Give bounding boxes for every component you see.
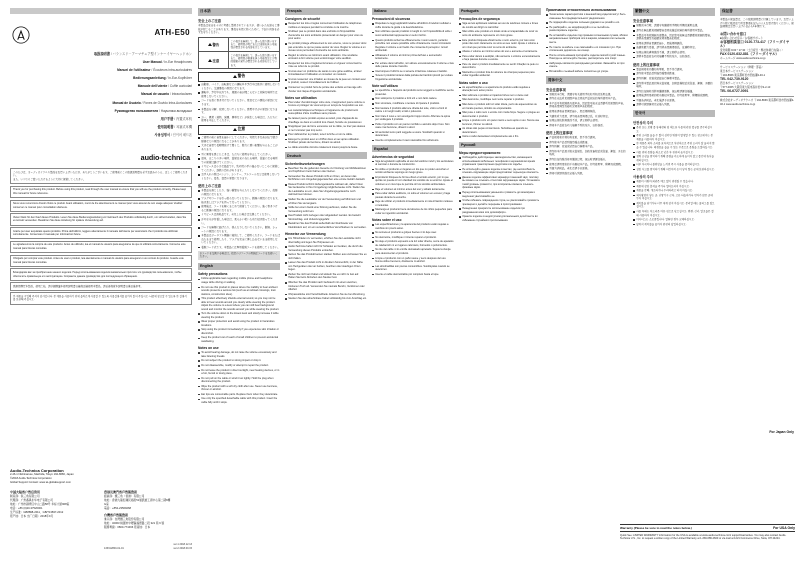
contact-line: サービスステーション（修理・部品） xyxy=(720,66,764,70)
list-item: No utilice el producto en lugares en los que no poder escuchar el sonido ambiente suponga un riesgo grave. xyxy=(372,168,454,175)
list-item: Réglez le volume au minimum avant utilisation. Une soudaine émission à fort volume peut endommager votre audition. xyxy=(285,54,367,61)
list-item: Pulire il prodotto con un panno morbido e asciutto dopo l'uso. Non usare mai benzene, diluenti o alcol. xyxy=(372,123,454,130)
contact-line: TEL 042-739-9120 xyxy=(720,76,749,81)
contact-line: 受付時間 9:00～17:30（土日祝日・弊社休業日を除く） xyxy=(720,49,785,53)
intro-notices xyxy=(10,168,192,306)
safety-items-fr xyxy=(285,22,367,93)
list-item: Non lasciare il prodotto alla luce diretta del sole, vicino a fonti di calore o in luoghi caldi, umidi o polverosi. xyxy=(372,107,454,114)
list-item: 請勿將本製品置於陽光直射處、加熱設備附近或高溫、潮濕、多塵的場所。 xyxy=(633,82,715,89)
heading-safety-es: Advertencias de seguridad xyxy=(372,154,415,159)
section-label-italian: Italiano xyxy=(372,8,454,15)
contact-line: ■お問い合わせ窓口／お客様サポート xyxy=(720,37,764,41)
list-item: Si vous ressentez une irritation au niveau de la peau en contact avec le produit, cessez immédiatement de l'utiliser. xyxy=(285,78,367,85)
safety-items-ko xyxy=(633,126,715,171)
list-item: 本製品可有效隔絕外部聲音，因此您可能無法清楚聽見周圍的聲音。請將音量調至仍能聽見背景聲音的程度。 xyxy=(633,34,715,41)
list-item: Pour éviter d'endommager votre ouïe, n'augmentez pas le volume à l'excès et protégez de vous temps en temps de l'exposition au son. xyxy=(285,101,367,108)
list-item: Respectez les lois et règles concernant l'utilisation de téléphones mobiles et casques pendant la conduite ou la marche. xyxy=(285,22,367,29)
list-item: 駕駛或步行時，請遵守有關使用手機和耳機的適用法律。 xyxy=(633,24,715,28)
contact-line: お客様相談窓口 0120-773-417（フリーダイヤル） xyxy=(720,40,790,49)
list-item: 為避免聽力受損，請勿將音量調得過高，並適時休息。 xyxy=(633,46,715,50)
list-item: Перед использованием уменьшите громкость до минимума и медленно увеличивайте ее. xyxy=(459,191,541,198)
column-traditional-korean xyxy=(633,8,715,227)
corp-block-china: 中国大陆客户售后资讯 制造商：铁三角有限公司 代理商：广州番禺乐华电子有限公司 地址：广州市越秀区中山二路58号 华标大厦908室 电话：+86 (0)20-37520001 生产标准：GB8898-2011、GB/T13837-2012 原产地：日本 出厂日期：2018年9月 xyxy=(10,490,70,518)
list-item: Limpe o produto com um pano macio e seco após o uso. Nunca use benzeno, thinner ou álcool. xyxy=(459,119,541,126)
list-item: Амбушюры являются расходными деталями. Заменяйте их при износе. xyxy=(546,62,628,69)
list-item: Las especificaciones y la apariencia del producto están sujetas a cambios sin previo aviso. xyxy=(372,223,454,230)
list-item: Non utilizzare questo prodotto in luoghi in cui l'impossibilità di udire i suoni ambientali rappresenta un serio rischio. xyxy=(372,30,454,37)
list-item: コードを首に巻き付けないでください。窒息などの事故の原因になります。 xyxy=(198,99,280,106)
list-item: To avoid hearing damage, do not raise the volume excessively and take listening breaks. xyxy=(198,351,280,358)
intro-notice-pt: Obrigado por comprar este produto. Antes de usar o produto, leia atentamente o manual do usuário para assegurar o uso correto do produto. Guarde este manual para futuras consultas. xyxy=(10,255,192,267)
safety-items-de xyxy=(285,167,367,230)
list-item: Insira o cabo destacável completamente até o fim. xyxy=(459,135,541,139)
list-item: 使用後請用柔軟的乾布擦拭本製品。切勿使用苯、稀釋劑或酒精。 xyxy=(633,94,715,98)
list-item: 汗や水分が付着した場合は、柔らかい乾いた布で拭き取ってください。 xyxy=(198,218,280,225)
list-item: 請勿在無法聽見周圍聲音會造成嚴重危險的場所使用本製品。 xyxy=(633,29,715,33)
intro-notice-ja: このたびは、オーディオテクニカ製品をお買い上げいただき、ありがとうございます。ご使用前にこの取扱説明書を必ずお読みのうえ、正しくご使用ください。 また、いつでもご覧いただけるように大切に保管してください。 xyxy=(10,168,192,184)
list-item: Manual de Usuário / Fones de Ouvido Intra-Auriculares xyxy=(112,100,192,105)
usage-items-fr xyxy=(285,101,367,150)
safety-items-it xyxy=(372,22,454,81)
list-item: 使用后请用柔软的干布擦拭本产品。切勿使用苯、稀释剂或酒精。 xyxy=(546,163,628,167)
list-item: 請勿拉扯線材或將其纏繞過緊。拔出時請握住插頭。 xyxy=(633,90,715,94)
heading-safety-zh-cn: 安全注意事项 xyxy=(546,87,566,92)
list-item: 请勿使本产品受到强烈撞击或跌落。 xyxy=(546,141,628,145)
list-item: Siga as leis aplicáveis relativas ao uso de telefones móveis e fones de ouvido ao dirigir ou caminhar. xyxy=(459,22,541,29)
list-item: Bewahren Sie das Produkt außerhalb der Reichweite von Kleinkindern auf, um ein versehentliches Verschlucken zu vermeiden. xyxy=(285,222,367,229)
list-item: 取扱説明書 / バランスド－アーマチュア型インナーイヤーヘッドホン xyxy=(93,52,192,56)
list-item: Ziehen Sie nicht am Kabel und wickeln Sie es nicht zu fest auf. Halten Sie beim Abziehen den Stecker fest. xyxy=(285,273,367,280)
caution-items-ja xyxy=(198,136,280,180)
list-item: Abbassare il volume al minimo prima dell'uso e aumentarlo lentamente. xyxy=(372,54,454,61)
list-item: Audio-Technica haftet nicht für Schäden an Geräten, die durch die Verwendung dieses Produkts entstehen. xyxy=(285,245,367,252)
list-item: Não submeta o produto a impactos fortes nem o deixe cair. xyxy=(459,94,541,98)
list-item: Setzen Sie das Produkt keinen starken Stößen aus und lassen Sie es nicht fallen. xyxy=(285,253,367,260)
section-label-english: English xyxy=(198,263,280,270)
list-item: Interrompere l'utilizzo se si avverte irritazione cutanea o fastidio. xyxy=(372,70,454,74)
list-item: No tire del cable ni lo enrolle demasiado apretado. Sujete la clavija para desconectar el producto. xyxy=(372,248,454,255)
section-label-french: Français xyxy=(285,8,367,15)
table-row: 注意 この表示を無視して、誤った取り扱いをすると、使用者が傷害を負う可能性および物的損害の発生が想定される内容を示しています。 xyxy=(199,52,279,68)
intro-notice-it: Grazie per aver acquistato questo prodotto. Prima dell'utilizzo, leggere attentamente il manuale dell'utente per assicurarsi che il prodotto sia utilizzato correttamente. Conservare il manuale per informazioni future. xyxy=(10,227,192,239)
heading-safety-de: Sicherheitsvorkehrungen xyxy=(285,161,325,166)
list-item: User Manual / In-Ear Headphones xyxy=(142,60,192,65)
document-code: 133312800-01-01 xyxy=(104,547,124,550)
table-row: 警告 この表示を無視して、誤った取り扱いをすると、使用者が死亡または重傷を負う可能性が想定される内容を示しています。 xyxy=(199,38,279,52)
corporate-footer xyxy=(10,468,192,530)
list-item: Stellen Sie die Lautstärke vor der Verwendung auf Minimum und erhöhen Sie sie langsam. xyxy=(285,198,367,205)
list-item: 사용 전에 음량을 최소로 낮춘 후 천천히 높이십시오. xyxy=(633,151,715,155)
list-item: 직사광선이 닿는 곳, 난방기구 근처, 고온 다습하거나 먼지가 많은 곳에 두지 마십시오. xyxy=(633,194,715,201)
list-item: Руководство пользователя / Наушники-вкладыши xyxy=(114,108,192,113)
column-japanese xyxy=(198,8,280,406)
list-item: 请勿在无法听见周围声音会造成严重危险的场所使用本产品。 xyxy=(546,97,628,101)
contact-line: TEL 06-6727-0091 xyxy=(720,88,749,93)
list-item: Немедленно прекратите использование изделия при раздражении кожи или дискомфорте. xyxy=(459,207,541,214)
usage-items-zh-tw xyxy=(633,68,715,107)
usage-items-de xyxy=(285,237,367,301)
list-item: Essuyez le produit avec un chiffon doux et sec après utilisation. N'utilisez jamais de benzène, diluant ou alcool. xyxy=(285,138,367,145)
list-item: Não desmonte, modifique nem tente reparar o produto. xyxy=(459,98,541,102)
usage-items-ko xyxy=(633,180,715,226)
list-item: As especificações e a aparência do produto estão sujeitas a alteração sem aviso prévio. xyxy=(459,86,541,93)
column-warranty xyxy=(720,8,794,107)
list-item: Turn the volume down to the lowest level and slowly increase it while wearing the product. xyxy=(198,312,280,319)
list-item: Para evitar daños auditivos, no suba el volumen en exceso y haga pausas durante la escucha. xyxy=(372,192,454,199)
list-item: Manuel de l'utilisateur / Écouteurs intra-auriculaires xyxy=(117,68,192,73)
list-item: Не подвергайте изделие сильным ударам и не роняйте его. xyxy=(546,21,628,25)
global-support-line: Global Support Contact: www.at-globalsupport.com xyxy=(10,481,71,484)
safety-items-es xyxy=(372,160,454,216)
banner-caution-ja: 注意 xyxy=(198,125,280,135)
list-item: Do not leave the product in direct sunlight, near heating devices, or in a hot, humid or dusty place. xyxy=(198,369,280,376)
list-item: N'utilisez pas ce produit dans des endroits où l'impossibilité d'entendre les sons ambiants présenterait un danger pour vous ou pour autrui. xyxy=(285,30,367,41)
list-item: Lassen Sie das Produkt nicht in direktem Sonnenlicht, in der Nähe von Heizgeräten oder an heißen, feuchten oder staubigen Orten liegen. xyxy=(285,261,367,272)
contact-line: 〒577-0065 大阪府東大阪市高井田中2-2-13 xyxy=(720,85,771,89)
list-item: Inserire completamente il cavo staccabile fino all'arresto. xyxy=(372,139,454,143)
list-item: Las almohadillas son piezas consumibles. Sustitúyalas cuando se deterioren. xyxy=(372,265,454,272)
column-russian-chinese xyxy=(546,8,628,176)
list-item: Non tirare il cavo e non avvolgerlo troppo stretto. Afferrare la spina per scollegare il prodotto. xyxy=(372,115,454,122)
list-item: 케이블을 당기거나 너무 세게 감지 마십시오. 분리할 때는 플러그를 잡으십시오. xyxy=(633,202,715,209)
list-item: Sollte bei einem Gerät eine Störung auftreten, stellen Sie die Verwendung sofort ein. xyxy=(285,206,367,213)
list-item: Não puxe o cabo nem o enrole com muita força. Segure o plugue ao desconectar o produto. xyxy=(459,111,541,118)
list-item: 本製品を落としたり、強い衝撃を与えたりしないでください。故障の原因になります。 xyxy=(198,189,280,196)
list-item: No desmonte, modifique ni intente reparar el producto. xyxy=(372,236,454,240)
list-item: Keep the product out of reach of small children to prevent accidental swallowing. xyxy=(198,336,280,343)
language-title-list xyxy=(6,50,192,139)
warranty-jp-heading: 保証書 xyxy=(720,8,794,16)
list-item: Inserte el cable desmontable por completo hasta el tope. xyxy=(372,273,454,277)
heading-usage-pt: Notas sobre o uso xyxy=(459,80,488,85)
list-item: 사용 후에는 부드러운 마른 천으로 닦으십시오. 벤젠, 신너, 알코올은 절대 사용하지 마십시오. xyxy=(633,210,715,217)
list-item: Para evitar danos à audição, não aumente o volume excessivamente e faça pausas durante a escuta. xyxy=(459,55,541,62)
list-item: Pare de usar o produto imediatamente se sentir irritação na pele ou desconforto. xyxy=(459,63,541,70)
heading-usage-fr: Notes sur utilisation xyxy=(285,95,317,100)
list-item: Wischen Sie das Produkt nach Gebrauch mit einem weichen, trockenen Tuch ab. Verwenden Sie niemals Benzin, Verdünner oder Alkohol. xyxy=(285,281,367,292)
heading-safety-fr: Consignes de sécurité xyxy=(285,17,321,22)
contact-line: ホームページ www.audio-technica.co.jp xyxy=(720,56,766,60)
list-item: Ne laissez pas le produit exposé au soleil, près d'appareils de chauffage ou dans un endroit très chaud, humide ou poussiéreux. xyxy=(285,117,367,124)
section-label-japanese: 日本語 xyxy=(198,8,280,16)
list-item: 請勿使本製品受到強烈撞擊或跌落。 xyxy=(633,72,715,76)
list-item: Do not use this product in places where the inability to hear ambient sounds presents a serious risk (such as at railroad crossings, train stations, construction sites). xyxy=(198,286,280,297)
list-item: El producto bloquea de forma eficaz el sonido exterior, por lo que quizás no pueda oír con claridad los sonidos de su entorno. Ajuste el volumen a un nivel que le permita oír los sonidos ambientales. xyxy=(372,176,454,187)
note-cable-ja: ※コードを交換する場合は、指定のリケーブル用純正コードをお使いください。 xyxy=(198,251,280,260)
intro-notice-zh: 感謝您購買本製品。使用之前，請仔細閱讀本使用說明書以確保正確使用本製品。請妥善保管本說明書以備日後參考。 xyxy=(10,282,192,291)
list-item: Do not disassemble, modify or attempt to repair the product. xyxy=(198,364,280,368)
list-item: This product effectively shields external sound, so you may not be able to hear sounds around you clearly while wearing the product. Adjust the volume to a level where you can still hear background sound and monitor the sounds around you while wearing the product. xyxy=(198,297,280,311)
intro-notice-en: Thank you for purchasing this product. Before using this product, read through the user manual to ensure that you will use the product correctly. Please keep this manual for future reference. xyxy=(10,186,192,198)
list-item: Rispettare le leggi applicabili relative all'utilizzo di telefoni cellulari e cuffie durante la guida o la deambulazione. xyxy=(372,22,454,29)
list-item: 請勿拆解、改裝或試圖自行修理本製品。 xyxy=(633,77,715,81)
list-item: Non smontare, modificare o tentare di riparare il prodotto. xyxy=(372,102,454,106)
list-item: Um Hörschäden zu vermeiden, erhöhen Sie die Lautstärke nicht übermäßig und legen Sie Hörpausen ein. xyxy=(285,237,367,244)
safety-intro-ja: 本製品は安全を十分に考慮し製造されていますが、使いかたを誤ると事故が起こることがあります。事故を未然に防ぐために、下記の内容を必ずお守りください。 xyxy=(198,24,280,35)
contact-line: 東日本サービスステーション xyxy=(720,70,754,74)
list-item: 請將可拆卸線材完全插入到底。 xyxy=(633,103,715,107)
list-item: Respectez les lois et règlements locaux en vigueur concernant la mise au rebut de ce produit. xyxy=(285,62,367,69)
list-item: Le specifiche e l'aspetto del prodotto sono soggetti a modifiche senza preavviso. xyxy=(372,89,454,96)
section-label-spanish: Español xyxy=(372,145,454,152)
section-label-chinese-simplified: 简体中文 xyxy=(546,76,628,84)
for-japan-only-label: For Japan Only xyxy=(769,430,794,434)
list-item: 产品规格和外观如有变更，恕不另行通知。 xyxy=(546,136,628,140)
list-item: Manual de usuario / Intrauriculares xyxy=(141,92,192,97)
list-item: 탈착식 케이블을 끝까지 완전히 삽입하십시오. xyxy=(633,223,715,227)
safety-items-pt xyxy=(459,22,541,78)
list-item: Limpie el producto con un paño suave y seco después del uso. Nunca utilice benceno, disolvente ni alcohol. xyxy=(372,257,454,264)
intro-notice-ru: Благодарим вас за приобретение нашего изделия. Перед использованием изделия внимательно прочтите это руководство пользователя, чтобы обеспечить правильную его эксплуатацию. Сохраните данное руководство для последующего обращения. xyxy=(10,268,192,280)
list-item: 삼킴 사고를 방지하기 위해 어린이의 손이 닿지 않는 곳에 보관하십시오. xyxy=(633,168,715,172)
list-item: Si vous avez un problème de santé ou une gêne auditive, arrêtez immédiatement l'utilisation et consultez un médecin. xyxy=(285,70,367,77)
usage-items-ru xyxy=(546,13,628,73)
list-item: Do not pull on the cable or wind it too tightly. Hold the plug when disconnecting the product. xyxy=(198,377,280,384)
list-item: Bedienungsanleitung / In-Ear-Kopfhörer xyxy=(133,76,192,81)
list-item: 운전 또는 보행 중 휴대전화 및 헤드폰 사용에 관한 법규를 준수하십시오. xyxy=(633,126,715,133)
usage-items-zh-cn xyxy=(546,136,628,175)
heading-safety-en: Safety precautions xyxy=(198,272,228,277)
intro-notice-de: Vielen Dank für den Kauf dieses Produkts. Lesen Sie diese Bedienungsanleitung vor Gebrauch des Produkts vollständig durch, um sicherzustellen, dass Sie es korrekt verwenden. Bewahren Sie diese Anleitung für spätere Verwendung auf. xyxy=(10,213,192,225)
list-item: Не разбирайте, не модифицируйте и не пытайтесь ремонтировать изделие. xyxy=(546,26,628,33)
list-item: 湿気、ほこりの多い場所、直射日光の当たる場所、高温になる場所での保管は避けてください。 xyxy=(198,157,280,164)
heading-usage-zh-cn: 使用上的注意事项 xyxy=(546,130,573,135)
heading-usage-ru: Примечания относительно использования xyxy=(546,8,617,12)
list-item: Wipe the product with a soft dry cloth after use. Never use benzene, thinner or alcohol. xyxy=(198,385,280,392)
column-italian-spanish xyxy=(372,8,454,277)
list-item: 如果出现皮肤刺激或不适，请立即停止使用。 xyxy=(546,119,628,123)
safety-items-en xyxy=(198,277,280,343)
warning-items-ja xyxy=(198,83,280,122)
usa-warranty-block xyxy=(620,522,795,542)
list-item: Pour débrancher le produit, tenez la fiche et non le câble. xyxy=(285,133,367,137)
list-item: プラグやコードを引っ張らないでください。断線の原因になります。抜き差しはプラグを持って行ってください。 xyxy=(198,197,280,204)
heading-usage-zh-tw: 使用上的注意事項 xyxy=(633,62,660,67)
usage-items-it xyxy=(372,89,454,142)
list-item: 用户手册 / 内置式耳机 xyxy=(160,116,192,121)
list-item: Соблюдайте действующее законодательство, касающееся использования мобильных телефонов и наушников во время управления транспортным средством или ходьбы. xyxy=(459,156,541,167)
list-item: Данное изделие эффективно экранирует внешний звук, поэтому вы можете не слышать отчетливо окружающие звуки. Установите такой уровень громкости, при котором вы сможете слышать фоновые звуки. xyxy=(459,176,541,190)
list-item: Non sottoporre il prodotto a forti urti e non farlo cadere. xyxy=(372,97,454,101)
heading-usage-it: Note sull'utilizzo xyxy=(372,84,398,89)
brand-wordmark: audio-technica xyxy=(140,153,190,162)
list-item: 自動車、バイク、自転車などの運転中や歩行中は絶対に使用しないでください。交通事故の原因になります。 xyxy=(198,83,280,90)
list-item: As olivas são peças consumíveis. Substitua-as quando se deteriorarem. xyxy=(459,127,541,134)
list-item: Le câble amovible doit être totalement inséré jusqu'à la butée. xyxy=(285,146,367,150)
list-item: Verwenden Sie dieses Produkt nicht an Orten, an denen das Nichthören von Umgebungsgeräuschen eine ernste Gefahr darstellt. xyxy=(285,175,367,182)
legend-label-caution: 注意 xyxy=(199,52,229,68)
heading-safety-ja: 安全上のご注意 xyxy=(198,19,222,24)
list-item: 万一、異常（発熱、発煙、異臭など）が発生した場合は、ただちに使用を中止してください。 xyxy=(198,116,280,123)
heading-safety-zh-tw: 安全注意事項 xyxy=(633,19,653,24)
column-portuguese-russian xyxy=(459,8,541,223)
list-item: Stop using the product immediately if you experience skin irritation or discomfort. xyxy=(198,328,280,335)
list-item: 제품을 분해, 개조하거나 수리하려고 하지 마십시오. xyxy=(633,189,715,193)
list-item: Das Produkt nicht zerlegen oder abgeändert werden. Es besteht Stromschlag- und Verletzungsgefahr. xyxy=(285,214,367,221)
heading-usage-de: Hinweise zur Verwendung xyxy=(285,231,326,236)
list-item: 本产品可有效隔绝外部声音，因此您可能无法清楚听见周围的声音。请将音量调至仍能听见背景声音的程度。 xyxy=(546,102,628,109)
usa-region-label: For USA Only xyxy=(773,526,795,531)
list-item: 驾驶或步行时，请遵守有关使用手机和耳机的适用法律。 xyxy=(546,93,628,97)
copyright-line: ©2018 Audio-Technica Corporation xyxy=(10,477,52,480)
section-label-german: Deutsch xyxy=(285,152,367,159)
list-item: 본 제품은 외부 소리를 효과적으로 차단하므로 주변 소리가 잘 들리지 않을 수 있습니다. 배경음을 들을 수 있는 수준으로 음량을 조절하십시오. xyxy=(633,142,715,149)
list-item: 피부 자극이나 불편함을 느끼면 즉시 사용을 중지하십시오. xyxy=(633,163,715,167)
list-item: Dieses Produkt schirmt Außengeräusche wirksam ab, daher hören Sie Geräusche in Ihrer Umgebung möglicherweise nicht. Stellen Sie die Lautstärke so ein, dass Sie Umgebungsgeräusche noch wahrnehmen können. xyxy=(285,183,367,197)
contact-line: 〒194-8666 東京都町田市西成瀬2-46-1 xyxy=(720,74,766,78)
list-item: 大きな音量で長時間続けて聞くと、聴力に悪い影響を与えることがあります。 xyxy=(198,144,280,151)
heading-safety-ru: Меры предосторожности xyxy=(459,151,501,156)
warranty-jp-text: 本製品の保証書は、この取扱説明書に付属しています。お買い上げの際に販売店で所定事項を記入のうえお受け取りください。保証期間はお買い上げの日から1年間です。 xyxy=(720,17,794,29)
list-item: Tenere il prodotto lontano dalla portata dei bambini piccoli per evitare l'ingestione accidentale. xyxy=(372,74,454,81)
warranty-jp-contact-heading: お問い合わせ窓口 xyxy=(720,32,747,37)
section-label-chinese-traditional: 繁體中文 xyxy=(633,8,715,16)
list-item: Deje de utilizar el producto inmediatamente si nota irritación cutánea o molestias. xyxy=(372,200,454,207)
list-item: 请勿拆解、改装或试图自行修理本产品。 xyxy=(546,145,628,149)
intro-notice-fr: Nous vous remercions d'avoir choisi ce produit. Avant utilisation, merci de lire attentivement ce manuel pour vous assurer de son usage adéquat. Veuillez conserver ce manuel pour consultation ultérieure. xyxy=(10,200,192,212)
list-item: 如果出現皮膚刺激或不適，請立即停止使用。 xyxy=(633,51,715,55)
list-item: Les caractéristiques techniques et l'apparence du produit sont susceptibles d'être modifiées sans préavis. xyxy=(285,109,367,116)
list-item: 请勿拉扯线缆或将其缠绕过紧。拔出时请握住插头。 xyxy=(546,158,628,162)
list-item: Per evitare danni all'udito, non alzare eccessivamente il volume e fare delle pause durante l'ascolto. xyxy=(372,62,454,69)
heading-safety-it: Precauzioni di sicurezza xyxy=(372,17,411,22)
list-item: 本製品を分解、改造しないでください。感電やけがの原因になります。 xyxy=(198,108,280,115)
header-band xyxy=(10,8,192,14)
audio-technica-circle-a-logo-icon xyxy=(12,26,30,44)
heading-usage-en: Notes on use xyxy=(198,346,219,351)
list-item: イヤピースは消耗品です。劣化した場合は交換してください。 xyxy=(198,213,280,217)
heading-usage-ko: 사용상의 주의 xyxy=(633,174,654,179)
list-item: 请将可拆卸线缆完全插入到底。 xyxy=(546,172,628,176)
list-item: Abaixe o volume ao mínimo antes do uso e aumente-o lentamente. xyxy=(459,50,541,54)
contact-line: 西日本サービスステーション xyxy=(720,81,754,85)
product-model-title: ATH-E50 xyxy=(154,28,190,37)
list-item: 使用後は、コードを軽くまとめて保管してください。強く巻きつけると断線の原因になります。 xyxy=(198,205,280,212)
safety-items-zh-tw xyxy=(633,24,715,59)
list-item: 製品規格和外觀如有變更，恕不另行通知。 xyxy=(633,68,715,72)
list-item: Este produto bloqueia eficazmente o som externo, por isso você pode não ouvir claramente os sons ao seu redor. Ajuste o volume a um nível que permita ouvir os sons do ambiente. xyxy=(459,39,541,50)
version-codes: ver.1 2018.12.13 ver.2 2018.00.15 xyxy=(173,543,192,550)
usage-items-pt xyxy=(459,86,541,139)
list-item: Gli auricolari sono parti soggette a usura. Sostituirli quando si deteriorano. xyxy=(372,131,454,138)
jp-contact-block xyxy=(720,37,794,106)
list-item: Ohrpassstücke sind Verschleißteile. Ersetzen Sie sie bei Abnutzung. xyxy=(285,293,367,297)
list-item: Follow applicable laws regarding mobile phone and headphone usage while driving or walking. xyxy=(198,277,280,284)
list-item: Não deixe o produto sob luz solar direta, perto de aquecedores ou em locais quentes, úmidos ou empoeirados. xyxy=(459,103,541,110)
safety-items-zh-cn xyxy=(546,93,628,128)
list-item: Conservez ce produit hors de portée des enfants en bas âge afin d'éviter tout risque d'ingestion accidentelle. xyxy=(285,86,367,93)
list-item: Siga la legislación aplicable al uso del teléfono móvil y los auriculares al caminar o durante la conducción. xyxy=(372,160,454,167)
list-item: 着脱コード式です。本製品には専用着脱コードを使用してください。 xyxy=(198,246,280,250)
legend-label-warning: 警告 xyxy=(199,38,229,51)
list-item: 使用前請將音量調至最小，然後慢慢調高。 xyxy=(633,42,715,46)
heading-usage-ja: 使用上のご注意 xyxy=(198,183,222,188)
list-item: 運転中、歩行中以外でも、周囲の音が聞こえないと危険な場所では使用しないでください。 xyxy=(198,91,280,98)
list-item: Wear proper protection and avoid using the product in hazardous locations. xyxy=(198,320,280,327)
list-item: Ear tips are consumable parts. Replace them when they deteriorate. xyxy=(198,393,280,397)
list-item: No deje el producto expuesto a la luz solar directa, cerca de aparatos de calefacción ni en lugares calurosos, húmedos o polvorientos. xyxy=(372,240,454,247)
contact-line: 株式会社オーディオテクニカ 〒194-8666 東京都町田市西成瀬2-46-1 www.audio-technica.co.jp xyxy=(720,98,795,106)
list-item: 使用前请将音量调至最小，然后慢慢调高。 xyxy=(546,110,628,114)
usage-items-ja xyxy=(198,189,280,249)
intro-notice-es: Le agradecemos la compra de este producto. Antes de utilizarlo, lea el manual de usuario para asegurarse de que lo utilizará correctamente. Conserve este manual para futuras consultas. xyxy=(10,241,192,253)
list-item: 耳塞為消耗品，老化後請予以更換。 xyxy=(633,99,715,103)
usage-items-es xyxy=(372,223,454,276)
list-item: Baje el volumen al mínimo antes del uso y súbalo lentamente. xyxy=(372,188,454,192)
list-item: Beachten Sie die geltenden Gesetze zur Nutzung von Mobiltelefonen und Kopfhörern beim Fahren oder Gehen. xyxy=(285,167,367,174)
list-item: 사용설명서 / 인이어 헤드폰 xyxy=(154,132,192,137)
list-item: 本製品はポータブル機器に接続して、ご使用ください。コードをたばねたままで使用したり、プラグを完全に挿し込まないまま使用しないでください。 xyxy=(198,234,280,245)
list-item: 使用説明書 / 耳塞式耳機 xyxy=(157,124,192,129)
list-item: 제품에 강한 충격을 주거나 떨어뜨리지 마십시오. xyxy=(633,185,715,189)
list-item: Não utilize este produto em locais onde a incapacidade de ouvir os sons do ambiente represente um risco grave. xyxy=(459,30,541,37)
section-label-russian: Русский xyxy=(459,142,541,149)
list-item: 이어피스는 소모품입니다. 열화된 경우 교체하십시오. xyxy=(633,218,715,222)
list-item: Не оставляйте изделие под прямыми солнечными лучами, вблизи нагревательных приборов или в жарком, влажном или пыльном месте. xyxy=(546,34,628,45)
list-item: Use only the specified detachable cable with this product. Insert the cable fully until it stops. xyxy=(198,397,280,404)
list-item: Технические характеристики и внешний вид изделия могут быть изменены без предварительного уведомления. xyxy=(546,13,628,20)
list-item: Не используйте данное изделие в местах, где неспособность слышать окружающие звуки представляет серьезную опасность. xyxy=(459,168,541,175)
contact-line: FAX 0120-632-881（フリーダイヤル） xyxy=(720,52,779,57)
list-item: Stecken Sie das abnehmbare Kabel vollständig bis zum Anschlag ein. xyxy=(285,297,367,301)
corp-block-hk-tw: 香港及澳門客戶售後資訊 經銷商：鐵三角（香港）有限公司 地址：香港九龍紅磡民裕街51號凱旋工商中心第二期8樓 G室 電話：+852-23569268 台灣客戶售後資訊 進口商：台灣鐵三角股份有限公司 地址：32063 桃園市中壢區福德路二段 321 巷 6 號 服務專線：0800-774466 原產地：日本 xyxy=(104,490,171,529)
list-item: コードを無理に曲げたり、挟んだりしないでください。断線、ショートの原因になります。 xyxy=(198,226,280,233)
list-item: Ce produit protège efficacement le son externe, vous ne pouvez donc pas entendre ce qui se passe autour de vous. Réglez le volume à un niveau vous permettant d'entendre les sons ambiants. xyxy=(285,42,367,53)
list-item: No someta el producto a golpes fuertes ni lo deje caer. xyxy=(372,231,454,235)
intro-notice-ko: 본 제품을 구입해 주셔서 감사합니다. 본 제품을 사용하기 전에 올바르게 사용할 수 있도록 사용설명서를 끝까지 읽어 주십시오. 나중에 참조할 수 있도록 본 설명서를 보관해 주십시오. xyxy=(10,292,192,304)
list-item: Manuale dell'utente / Cuffie auricolari xyxy=(137,84,192,89)
column-french-german xyxy=(285,8,367,302)
heading-safety-pt: Precauções de segurança xyxy=(459,17,500,22)
list-item: Вставляйте съемный кабель полностью до упора. xyxy=(546,70,628,74)
list-item: 请将本产品放在幼儿接触不到的地方，以防误吞。 xyxy=(546,124,628,128)
warning-legend-table xyxy=(198,37,280,69)
list-item: 请勿将本产品置于阳光直射处、加热设备附近或高温、潮湿、多尘的场所。 xyxy=(546,150,628,157)
list-item: 請將本製品放在幼兒接觸不到的地方，以防誤吞。 xyxy=(633,55,715,59)
list-item: お手入れの際はベンジン、シンナー、アルコールなどは使用しないでください。変色、変質の原因になります。 xyxy=(198,173,280,180)
list-item: 耳に異常を感じたときは、ただちに使用を中止してください。 xyxy=(198,153,280,157)
usage-items-en xyxy=(198,351,280,404)
list-item: После использования протирайте изделие мягкой сухой тканью. Никогда не используйте бензин, растворитель или спирт. xyxy=(546,54,628,61)
banner-warning-ja: 警告 xyxy=(198,72,280,82)
company-name: Audio-Technica Corporation xyxy=(10,468,64,473)
section-label-portuguese: Português xyxy=(459,8,541,15)
list-item: ご使用の前に音量を最小にしてください。突然大きな音が出て聴力障害などの原因になることがあります。 xyxy=(198,136,280,143)
list-item: Mantenha o produto fora do alcance de crianças pequenas para evitar ingestão acidental. xyxy=(459,71,541,78)
list-item: Не тяните за кабель и не сматывайте его слишком туго. При отключении держитесь за штекер. xyxy=(546,46,628,53)
heading-safety-ko: 안전상의 주의 xyxy=(633,121,654,126)
list-item: 주변 소리를 들을 수 없어 심각한 위험이 발생할 수 있는 장소에서는 본 제품을 사용하지 마십시오. xyxy=(633,134,715,141)
list-item: 청력 손상을 방지하기 위해 음량을 과도하게 높이지 말고 중간에 휴식을 취하십시오. xyxy=(633,155,715,162)
usa-warranty-title: Warranty (Please be sure to read the notes below.) xyxy=(620,526,692,531)
list-item: Чтобы избежать повреждения слуха, не увеличивайте громкость чрезмерно и делайте перерывы в прослушивании. xyxy=(459,199,541,206)
list-item: Mantenga el producto fuera del alcance de los niños pequeños para evitar su ingestión accidental. xyxy=(372,208,454,215)
list-item: 제품의 사양과 외관은 예고 없이 변경될 수 있습니다. xyxy=(633,180,715,184)
section-label-korean: 한국어 xyxy=(633,110,715,118)
heading-usage-es: Notas sobre el uso xyxy=(372,217,402,222)
company-address: 2-46-1 Nishinaruse, Machida, Tokyo 194-8666, Japan xyxy=(10,473,74,476)
list-item: 耳塞为消耗品，老化后请予以更换。 xyxy=(546,167,628,171)
list-item: N'appliquez pas de force excessive sur le câble, ne tirez pas dessus et ne l'enroulez pas trop serré. xyxy=(285,125,367,132)
usa-warranty-text: Quick See: LIMITED WARRANTY information for the USA is available at www.audio-technica.com/ support/warranties. You may also contact Audio-Technica U.S., Inc. to request a written copy of the Limited Warranty at 1-330-686-2600 or via mail at 1221 Commerce Drive, Stow, OH 44224. xyxy=(620,533,787,541)
list-item: イヤピースは小さな部品です。乳幼児の手の届かないところに保管してください。誤飲の恐れがあります。 xyxy=(198,165,280,172)
list-item: 为避免听力受损，请勿将音量调得过高，并适时休息。 xyxy=(546,115,628,119)
list-item: Храните изделие в недоступном для маленьких детей месте во избежание случайного проглатывания. xyxy=(459,215,541,222)
safety-items-ru xyxy=(459,156,541,222)
list-item: Questo prodotto scherma efficacemente i suoni esterni, pertanto potrebbe non essere possibile udire chiaramente i suoni circostanti. Regolare il volume a un livello che consenta di percepire i rumori ambientali. xyxy=(372,39,454,53)
list-item: Do not subject the product to strong impact or drop it. xyxy=(198,359,280,363)
